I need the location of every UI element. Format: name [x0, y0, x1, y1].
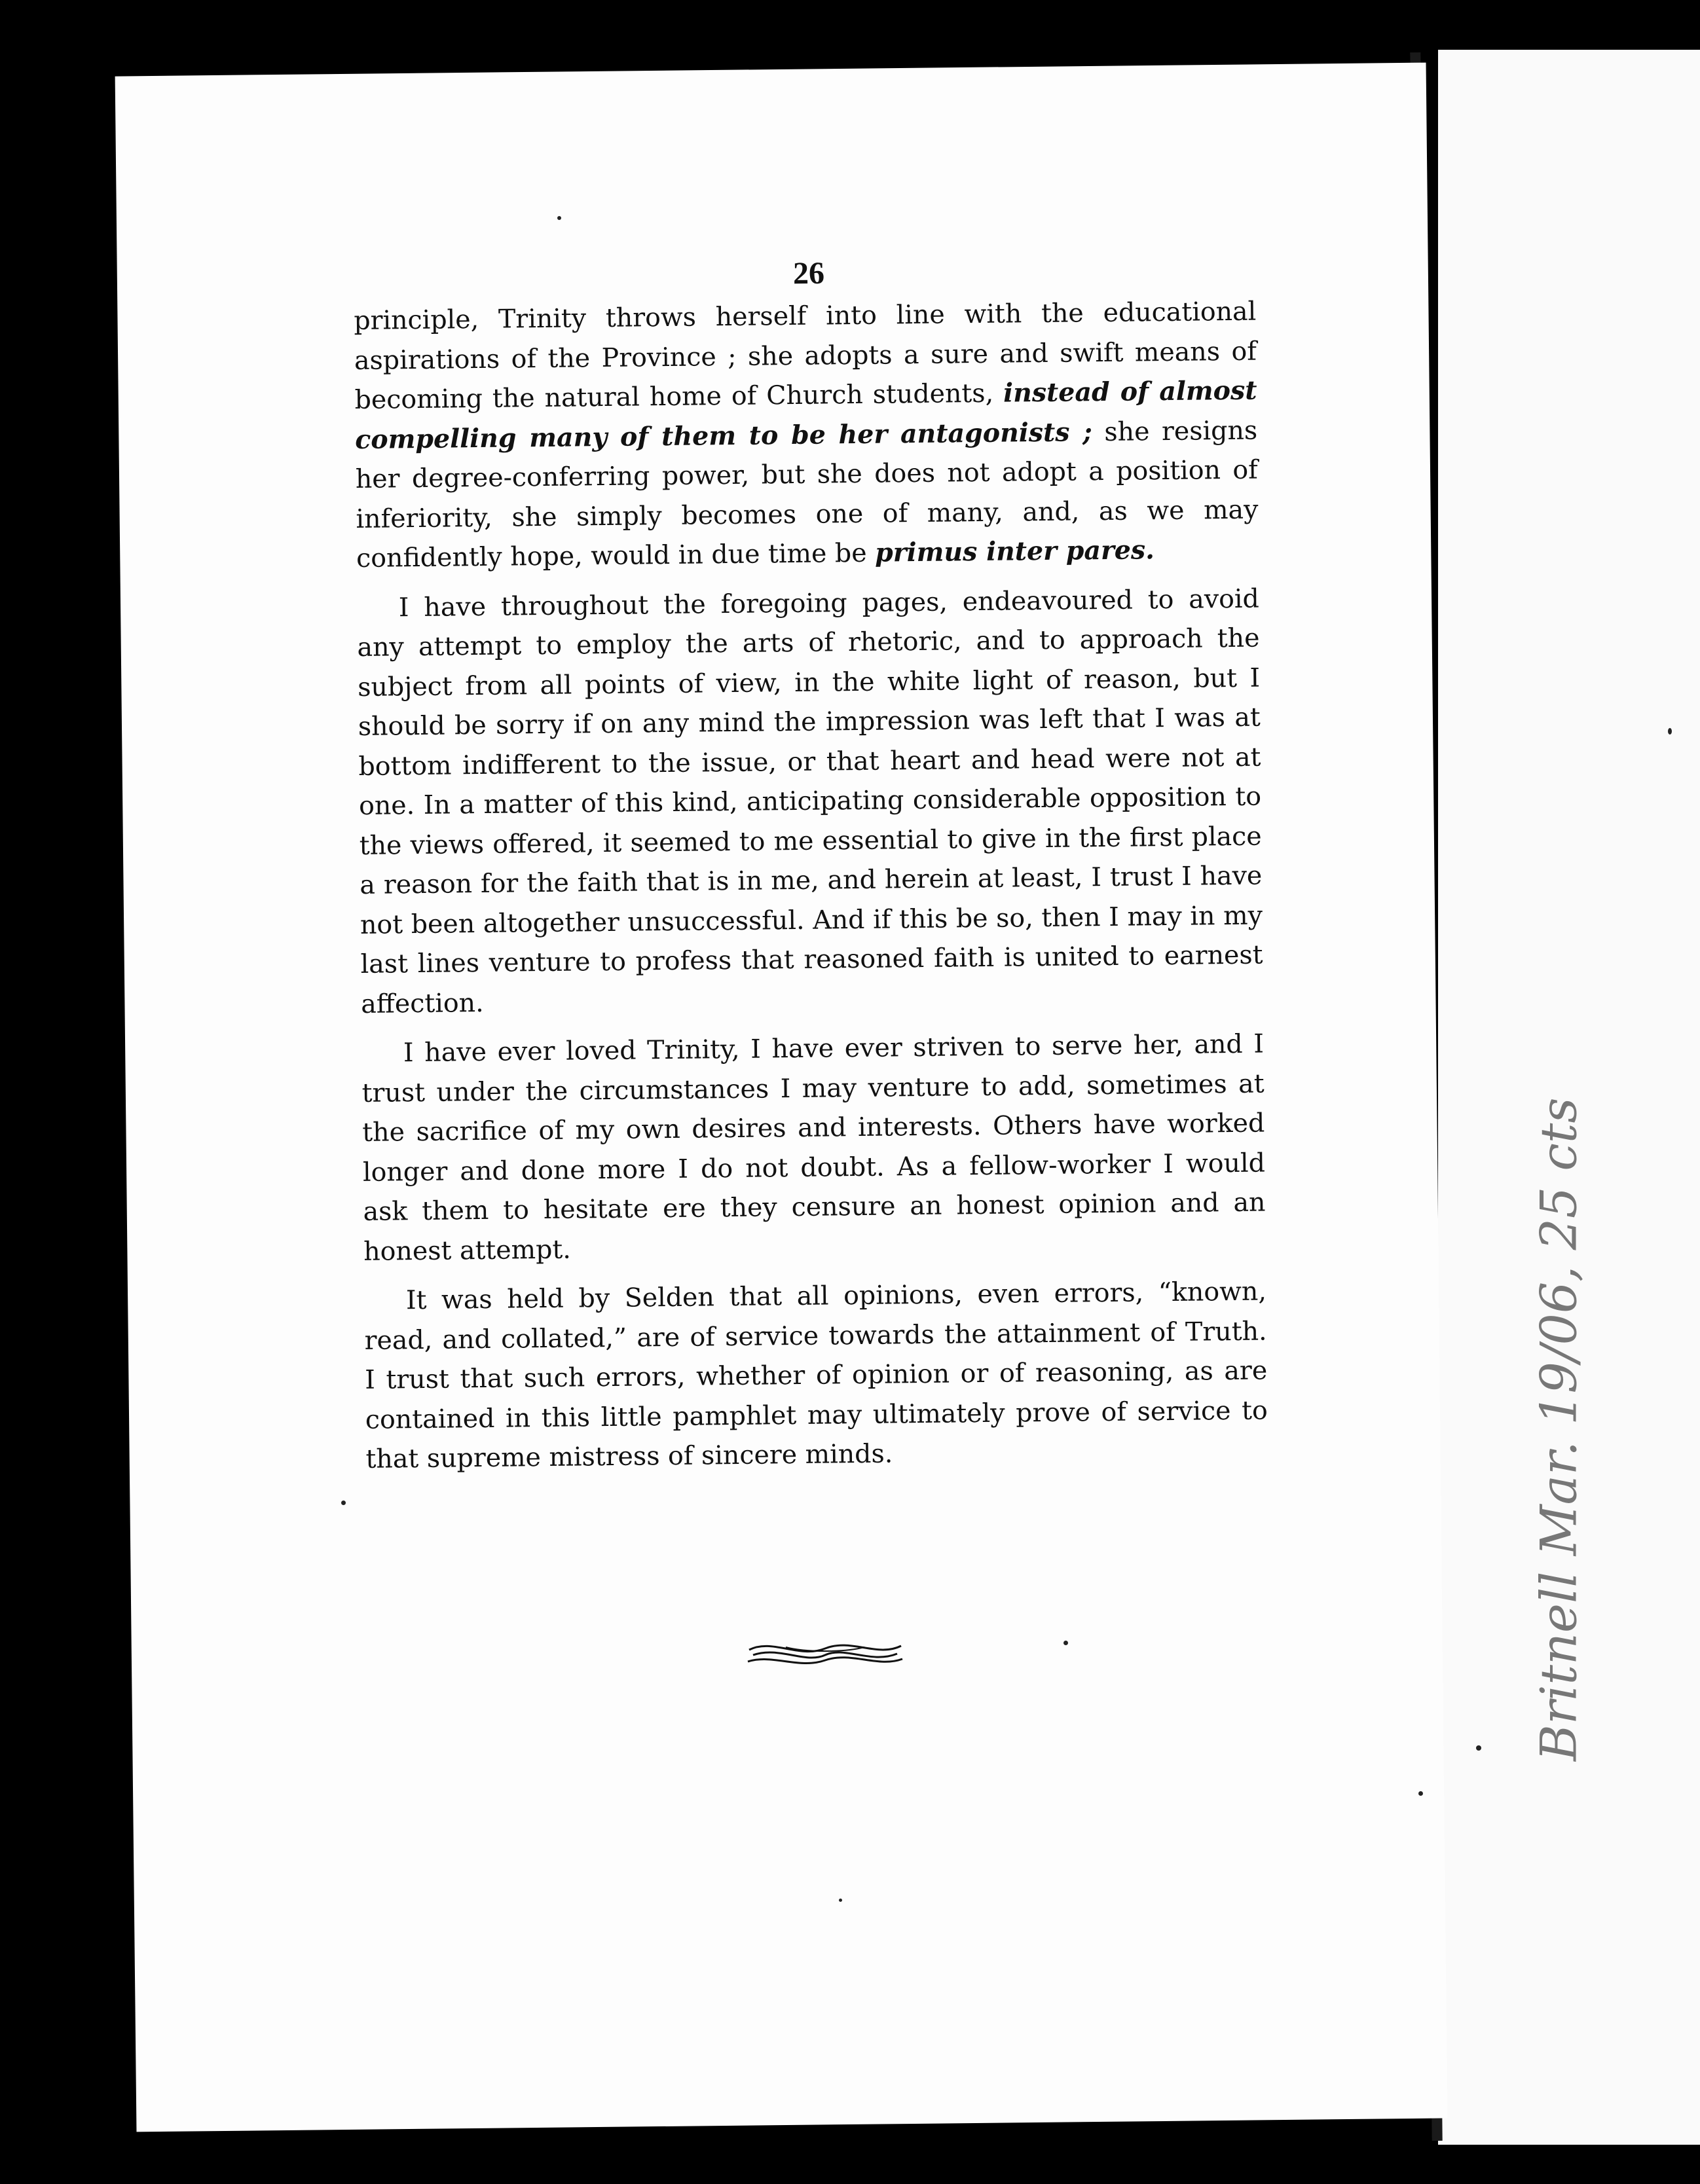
paragraph-4: [364, 1271, 1268, 1479]
text-run: I have throughout the foregoing pages, endeavoured to avoid any attempt to employ the arts of rhetoric, and to approach the subject from all points of view, in the white light of reason, but I should be sorry if on any mind the impression was left that I was at bottom indifferent to the issue, or that heart and head were not at one. In a matter of this kind, anticipating considerable opposition to the views offered, it seemed to me essential to give in the first place a reason for the faith that is in me, and herein at least, I trust I have not been altogether unsuccessful. And if this be so, then I may in my last lines venture to profess that reasoned faith is united to earnest affection.: [357, 583, 1263, 1019]
speck: [341, 1501, 346, 1505]
page-number: 26: [792, 255, 825, 291]
body-text: [354, 292, 1268, 1489]
text-run: she resigns her degree-conferring power, but she does not adopt a position of inferiority, she simply becomes one of many, and, as we may confidently hope, would in due time be: [355, 415, 1259, 573]
speck: [557, 216, 561, 220]
text-run: principle, Trinity throws herself into line with the educational aspirations of the Province ; she adopts a sure and swift means of becoming the natural home of Church students,: [354, 296, 1257, 415]
emphasis-run: instead of almost compelling many of them to be her antagonists ;: [354, 375, 1257, 455]
paragraph-1: [354, 292, 1259, 579]
text-run: It was held by Selden that all opinions, even errors, “known, read, and collated,” are of service towards the attainment of Truth. I trust that such errors, whether of opinion or of reasoning, as are contained in this little pamphlet may ultimately prove of service to that supreme mistress of sincere minds.: [364, 1276, 1268, 1474]
paragraph-2: [357, 579, 1264, 1024]
speck: [839, 1899, 842, 1902]
paragraph-3: [361, 1025, 1266, 1271]
ornament-flourish-icon: [747, 1630, 904, 1676]
speck: [1063, 1641, 1068, 1645]
text-run: I have ever loved Trinity, I have ever striven to serve her, and I trust under the circumstances I may venture to add, sometimes at the sacrifice of my own desires and interests. Others have worked longer and done more I do not doubt. As a fellow-worker I would ask them to hesitate ere they censure an honest opinion and an honest attempt.: [361, 1028, 1266, 1267]
speck: [1418, 1791, 1423, 1796]
pencil-margin-note: Britnell Mar. 19/06, 25 cts: [1529, 1097, 1588, 1761]
speck: [1476, 1745, 1481, 1751]
speck: [1668, 728, 1672, 735]
emphasis-run: primus inter pares.: [874, 535, 1155, 568]
facing-page: [1438, 50, 1700, 2145]
